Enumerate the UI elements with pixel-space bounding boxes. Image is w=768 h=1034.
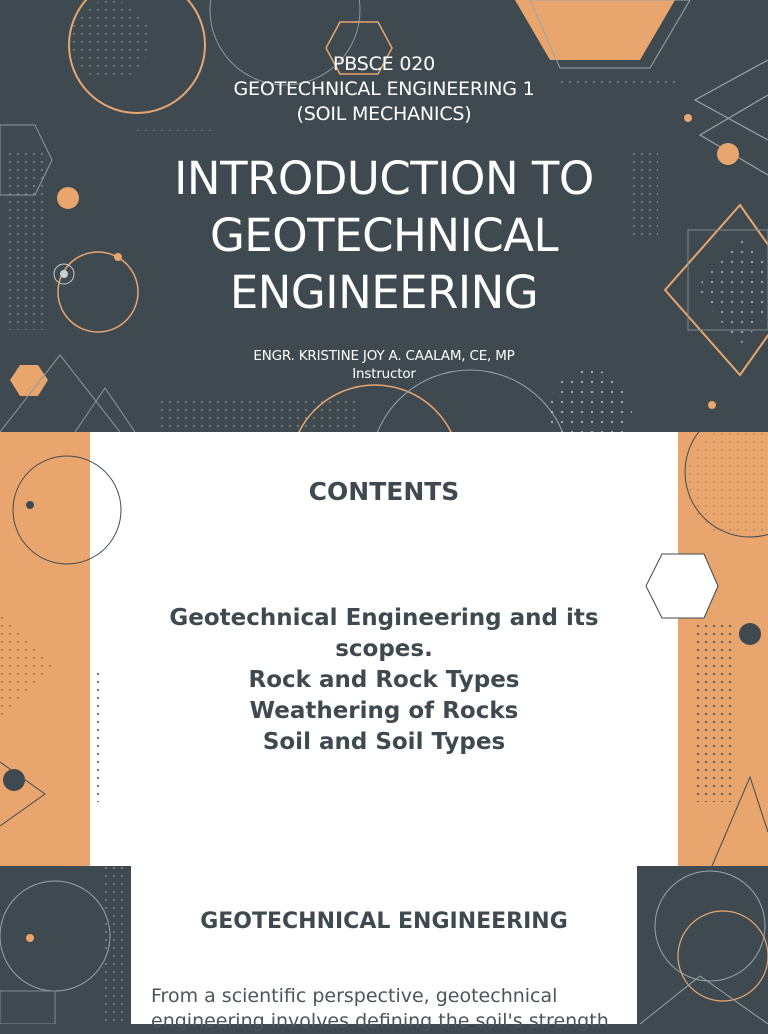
contents-item: Rock and Rock Types bbox=[248, 667, 520, 693]
section-heading: GEOTECHNICAL ENGINEERING bbox=[200, 909, 568, 934]
title-line-2: GEOTECHNICAL bbox=[209, 209, 559, 262]
course-code: PBSCE 020 bbox=[333, 53, 435, 75]
course-subtitle: (SOIL MECHANICS) bbox=[296, 103, 472, 125]
author-role: Instructor bbox=[352, 366, 416, 382]
contents-list bbox=[150, 603, 618, 758]
course-name: GEOTECHNICAL ENGINEERING 1 bbox=[233, 78, 535, 100]
title-line-1: INTRODUCTION TO bbox=[174, 152, 594, 205]
slide-title bbox=[0, 150, 768, 321]
section-body-text: From a scientific perspective, geotechnical engineering involves defining the soil's strength bbox=[151, 985, 609, 1032]
author-block bbox=[0, 347, 768, 383]
title-slide bbox=[0, 0, 768, 432]
contents-item: Geotechnical Engineering and its scopes. bbox=[169, 605, 599, 662]
contents-item: Weathering of Rocks bbox=[249, 698, 519, 724]
title-line-3: ENGINEERING bbox=[229, 266, 539, 319]
contents-item: Soil and Soil Types bbox=[262, 729, 506, 755]
author-name: ENGR. KRISTINE JOY A. CAALAM, CE, MP bbox=[253, 348, 515, 364]
course-info bbox=[0, 52, 768, 127]
contents-heading: CONTENTS bbox=[308, 477, 460, 506]
